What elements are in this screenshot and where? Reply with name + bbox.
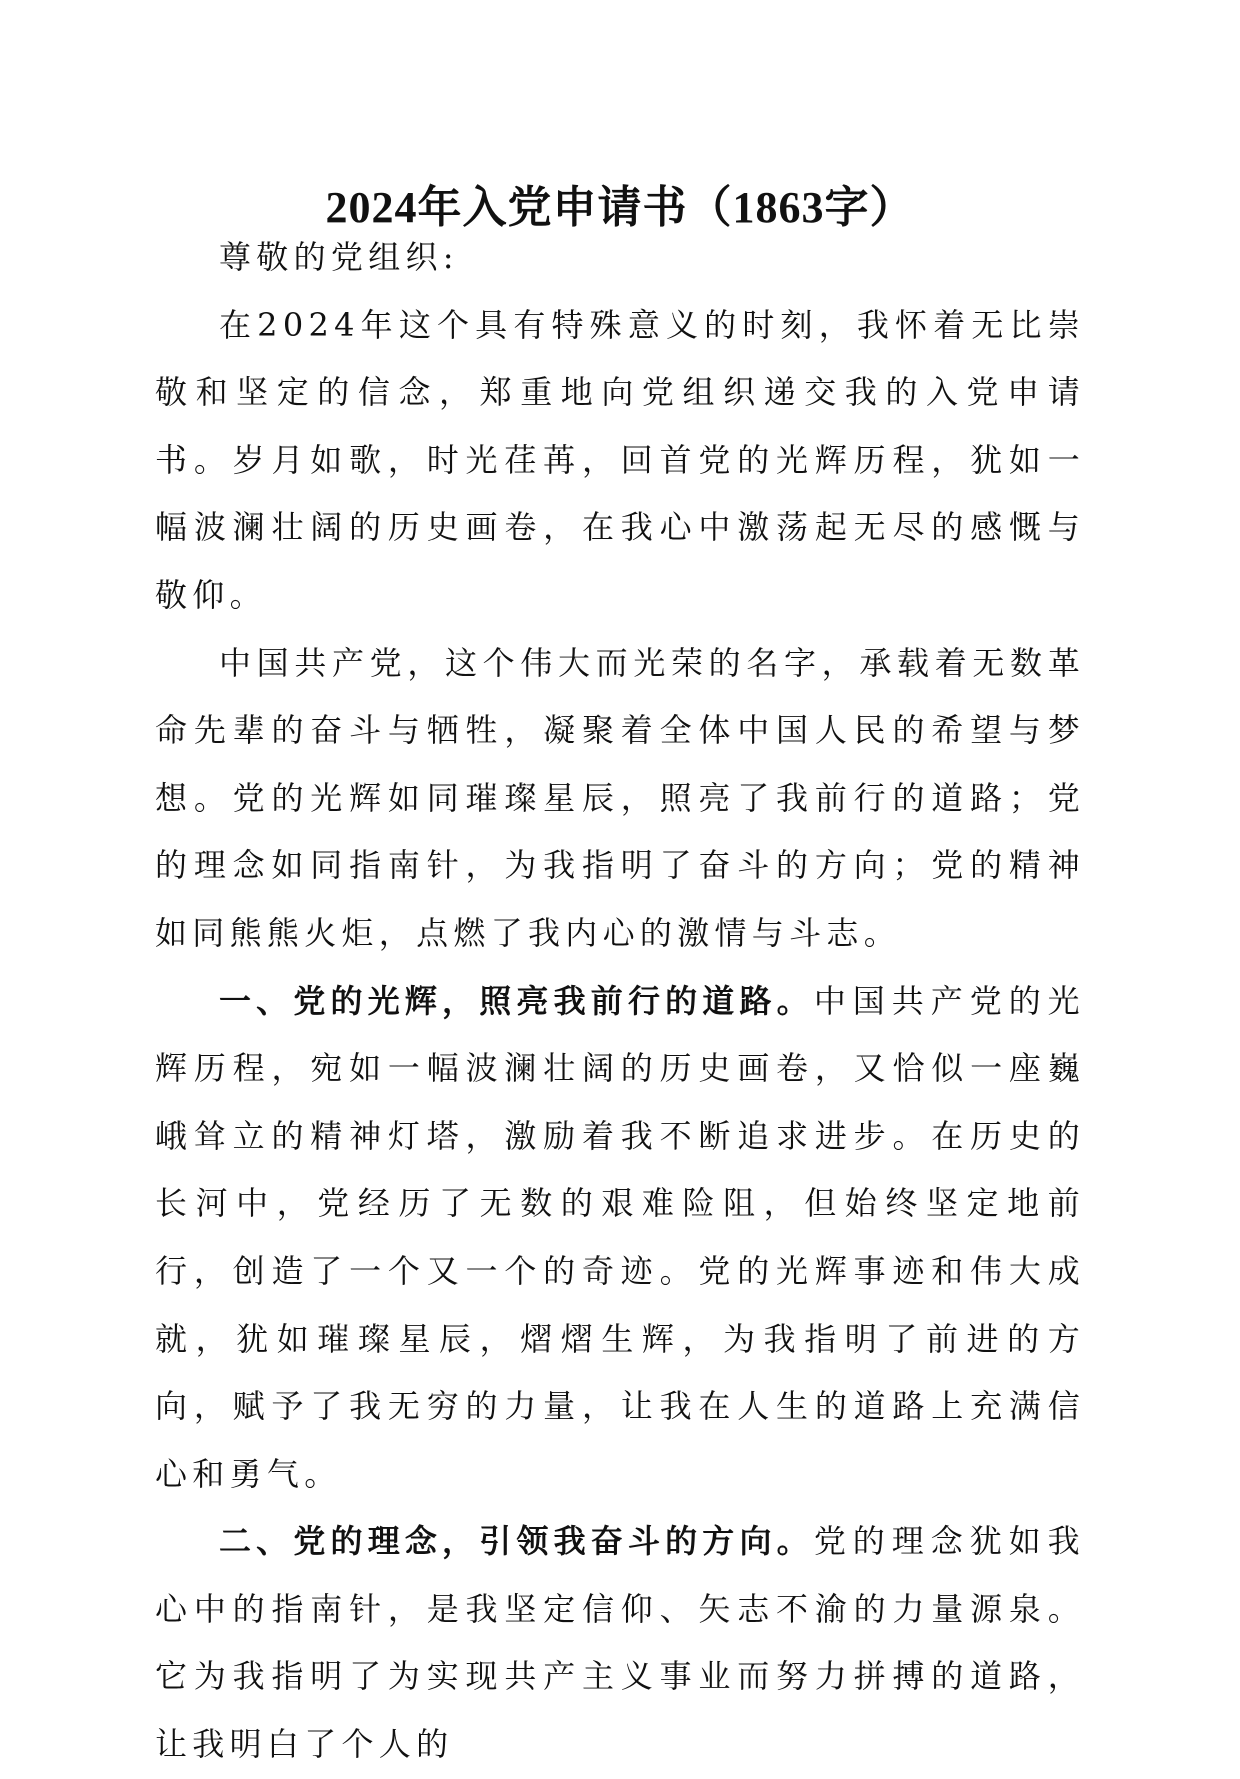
salutation: 尊敬的党组织:	[219, 238, 459, 276]
paragraph-text: 党的理念犹如我心中的指南针，是我坚定信仰、矢志不渝的力量源泉。它为我指明了为实现共产主义事业而努力拼搏的道路，让我明白了个人的	[155, 1522, 1085, 1764]
section-heading: 二、党的理念，引领我奋斗的方向。	[219, 1522, 814, 1561]
document-title: 2024年入党申请书（1863字）	[325, 183, 915, 232]
paragraph	[155, 630, 1085, 968]
paragraph-text: 中国共产党的光辉历程，宛如一幅波澜壮阔的历史画卷，又恰似一座巍峨耸立的精神灯塔，激励着我不断追求进步。在历史的长河中，党经历了无数的艰难险阻，但始终坚定地前行，创造了一个又一个的奇迹。党的光辉事迹和伟大成就，犹如璀璨星辰，熠熠生辉，为我指明了前进的方向，赋予了我无穷的力量，让我在人生的道路上充满信心和勇气。	[155, 981, 1085, 1493]
paragraph-text: 在2024年这个具有特殊意义的时刻，我怀着无比崇敬和坚定的信念，郑重地向党组织递交我的入党申请书。岁月如歌，时光荏苒，回首党的光辉历程，犹如一幅波澜壮阔的历史画卷，在我心中激荡起无尽的感慨与敬仰。	[155, 305, 1085, 614]
section-heading: 一、党的光辉，照亮我前行的道路。	[219, 981, 814, 1020]
paragraph-text: 中国共产党，这个伟大而光荣的名字，承载着无数革命先辈的奋斗与牺牲，凝聚着全体中国人民的希望与梦想。党的光辉如同璀璨星辰，照亮了我前行的道路；党的理念如同指南针，为我指明了奋斗的方向；党的精神如同熊熊火炬，点燃了我内心的激情与斗志。	[155, 643, 1085, 952]
paragraph	[155, 292, 1085, 630]
document-body	[155, 224, 1085, 1779]
paragraph	[155, 968, 1085, 1509]
paragraph	[155, 1508, 1085, 1778]
